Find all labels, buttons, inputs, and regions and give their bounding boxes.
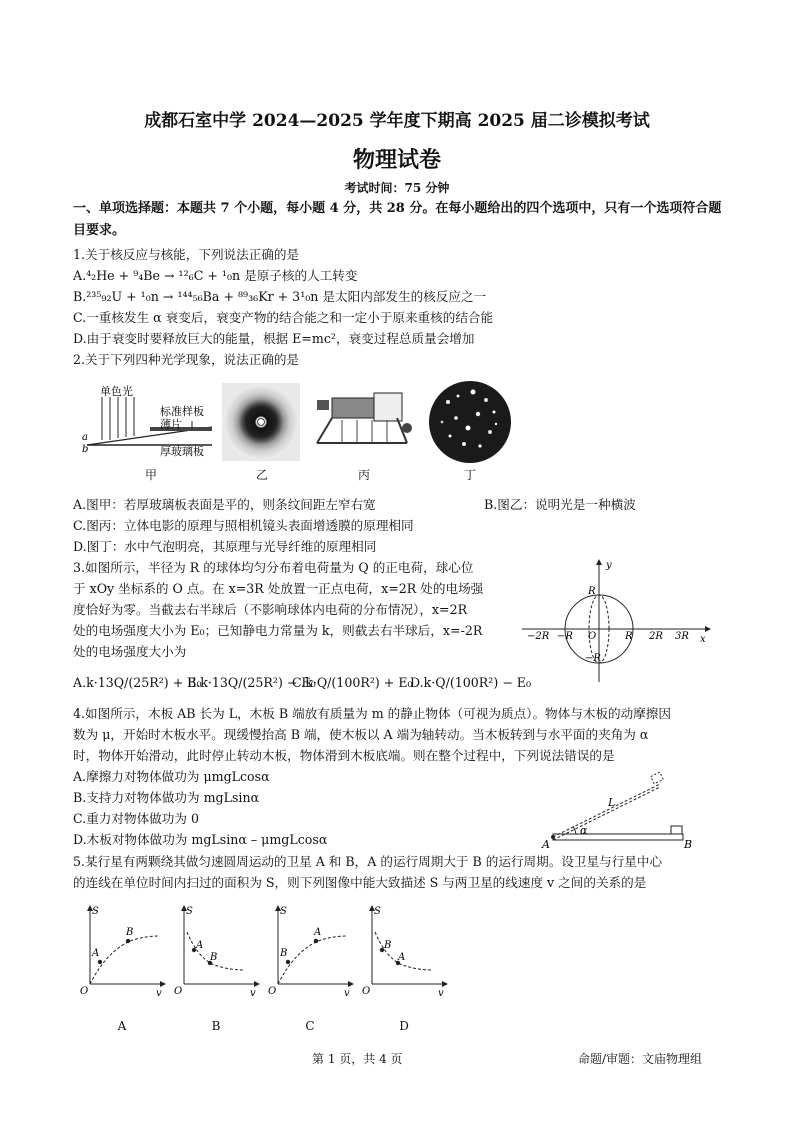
q2-label-jia: 甲 [144,468,157,482]
q3-stem-line: 度恰好为零。当截去右半球后（不影响球体内电荷的分布情况），x=2R [73,602,468,617]
q5-a-pt2: B [126,927,134,938]
q4-figure [540,770,695,850]
author-credit: 命题/审题：文庙物理组 [578,1052,703,1066]
q2-figure-ding [428,380,512,464]
q3-tick-2r: 2R [649,631,663,642]
q3-axis-x: x [700,634,706,645]
q5-c-origin: O [268,986,277,997]
q5-c-axis-s: S [280,906,287,917]
q5-a-axis-v: v [156,988,162,999]
q5-graph-d [360,904,448,1012]
q3-tick-neg-r: −R [557,631,573,642]
jia-label-thin: 薄片 [160,418,182,431]
jia-label-light: 单色光 [100,385,133,398]
q3-axis-y: y [606,560,612,571]
q4-option-a: A.摩擦力对物体做功为 μmgLcosα [73,769,270,784]
q3-stem-line: 处的电场强度大小为 [73,644,187,659]
q5-d-pt1: B [384,940,392,951]
q2-label-bing: 丙 [357,468,370,482]
exam-subject: 物理试卷 [352,147,441,173]
q1-option-d: D.由于衰变时要释放巨大的能量，根据 E=mc²，衰变过程总质量会增加 [73,331,475,346]
q3-stem-line: 3.如图所示，半径为 R 的球体均匀分布着电荷量为 Q 的正电荷，球心位 [73,560,474,575]
q4-label-b: B [684,838,693,850]
q5-a-origin: O [80,986,89,997]
q2-figure-bing [312,388,417,453]
q3-figure [517,558,712,686]
q5-d-origin: O [362,986,371,997]
q3-stem-line: 于 xOy 坐标系的 O 点。在 x=3R 处放置一正点电荷，x=2R 处的电场强 [73,581,484,596]
q4-option-b: B.支持力对物体做功为 mgLsinα [73,790,260,805]
page-number: 第 1 页，共 4 页 [312,1052,403,1066]
q2-label-yi: 乙 [255,468,268,482]
q4-label-a: A [542,838,550,850]
q3-tick-neg-2r: −2R [527,631,550,642]
q3-origin: O [588,631,597,642]
q3-option-a: A.k·13Q/(25R²) + E₀ [73,675,202,690]
q4-stem-line: 数为 μ，开始时木板水平。现缓慢抬高 B 端，使木板以 A 端为轴转动。当木板转到与水平面的夹角为 α [73,727,649,742]
q5-label-a: A [117,1019,127,1033]
exam-title: 成都石室中学 2024—2025 学年度下期高 2025 届二诊模拟考试 [144,111,650,131]
q4-stem-line: 4.如图所示，木板 AB 长为 L，木板 B 端放有质量为 m 的静止物体（可视为质点）。物体与木板的动摩擦因 [73,706,671,721]
q5-b-axis-s: S [186,906,193,917]
exam-time: 考试时间：75 分钟 [344,181,450,195]
q5-graph-a [78,904,166,1012]
q5-b-axis-v: v [250,988,256,999]
q5-stem-line: 5.某行星有两颗绕其做匀速圆周运动的卫星 A 和 B，A 的运行周期大于 B 的运行周期。设卫星与行星中心 [73,854,663,869]
q3-tick-y-r: R [588,586,596,597]
q3-option-d: D.k·Q/(100R²) − E₀ [410,675,532,690]
q1-option-c: C.一重核发生 α 衰变后，衰变产物的结合能之和一定小于原来重核的结合能 [73,310,494,325]
q2-figure-jia [82,385,222,460]
q3-tick-3r: 3R [675,631,689,642]
q5-label-b: B [211,1019,221,1033]
q1-option-b: B.²³⁵₉₂U + ¹₀n → ¹⁴⁴₅₆Ba + ⁸⁹₃₆Kr + 3¹₀n 是太阳内部发生的核反应之一 [73,289,487,304]
jia-label-a: a [82,432,88,443]
q2-option-a: A.图甲：若厚玻璃板表面是平的，则条纹间距左窄右宽 [73,497,376,512]
q5-graph-b [172,904,260,1012]
q5-b-pt1: A [196,940,204,951]
q1-stem: 1.关于核反应与核能，下列说法正确的是 [73,247,300,262]
q3-option-c: C.k·Q/(100R²) + E₀ [292,675,413,690]
q3-tick-y-neg-r: −R [585,653,601,664]
q5-c-pt1: B [280,948,288,959]
jia-label-plate: 标准样板 [160,405,204,418]
q4-option-d: D.木板对物体做功为 mgLsinα – μmgLcosα [73,832,328,847]
section-heading: 一、单项选择题：本题共 7 个小题，每小题 4 分，共 28 分。在每小题给出的四个选项中，只有一个选项符合题目要求。 [73,201,722,238]
q5-label-c: C [305,1019,315,1033]
q2-option-d: D.图丁：水中气泡明亮，其原理与光导纤维的原理相同 [73,539,377,554]
q5-c-axis-v: v [344,988,350,999]
q5-d-axis-s: S [374,906,381,917]
q4-stem-line: 时，物体开始滑动，此时停止转动木板，物体滑到木板底端。则在整个过程中，下列说法错误的是 [73,748,615,763]
jia-label-glass: 厚玻璃板 [160,445,204,458]
q5-d-pt2: A [398,952,406,963]
q5-b-origin: O [174,986,183,997]
q5-graph-c [266,904,354,1012]
q3-tick-r: R [625,631,633,642]
q2-option-c: C.图丙：立体电影的原理与照相机镜头表面增透膜的原理相同 [73,518,414,533]
q4-label-l: L [608,796,616,809]
q2-stem: 2.关于下列四种光学现象，说法正确的是 [73,352,300,367]
q2-option-b: B.图乙：说明光是一种横波 [484,497,636,512]
q5-c-pt2: A [314,927,322,938]
q1-option-a: A.⁴₂He + ⁹₄Be → ¹²₆C + ¹₀n 是原子核的人工转变 [73,268,358,283]
q5-a-pt1: A [92,948,100,959]
q2-figure-yi [222,383,300,461]
q5-label-d: D [399,1019,409,1033]
q5-a-axis-s: S [92,906,99,917]
q3-option-b: B.k·13Q/(25R²) − E₀ [187,675,316,690]
q5-stem-line: 的连线在单位时间内扫过的面积为 S，则下列图像中能大致描述 S 与两卫星的线速度 v 之间的关系的是 [73,875,647,890]
jia-label-b: b [82,444,89,455]
q2-label-ding: 丁 [463,468,476,482]
q4-label-alpha: α [580,824,588,837]
q4-option-c: C.重力对物体做功为 0 [73,811,199,826]
q5-b-pt2: B [210,952,218,963]
q3-stem-line: 处的电场强度大小为 E₀；已知静电力常量为 k，则截去右半球后，x=-2R [73,623,483,638]
q5-d-axis-v: v [438,988,444,999]
